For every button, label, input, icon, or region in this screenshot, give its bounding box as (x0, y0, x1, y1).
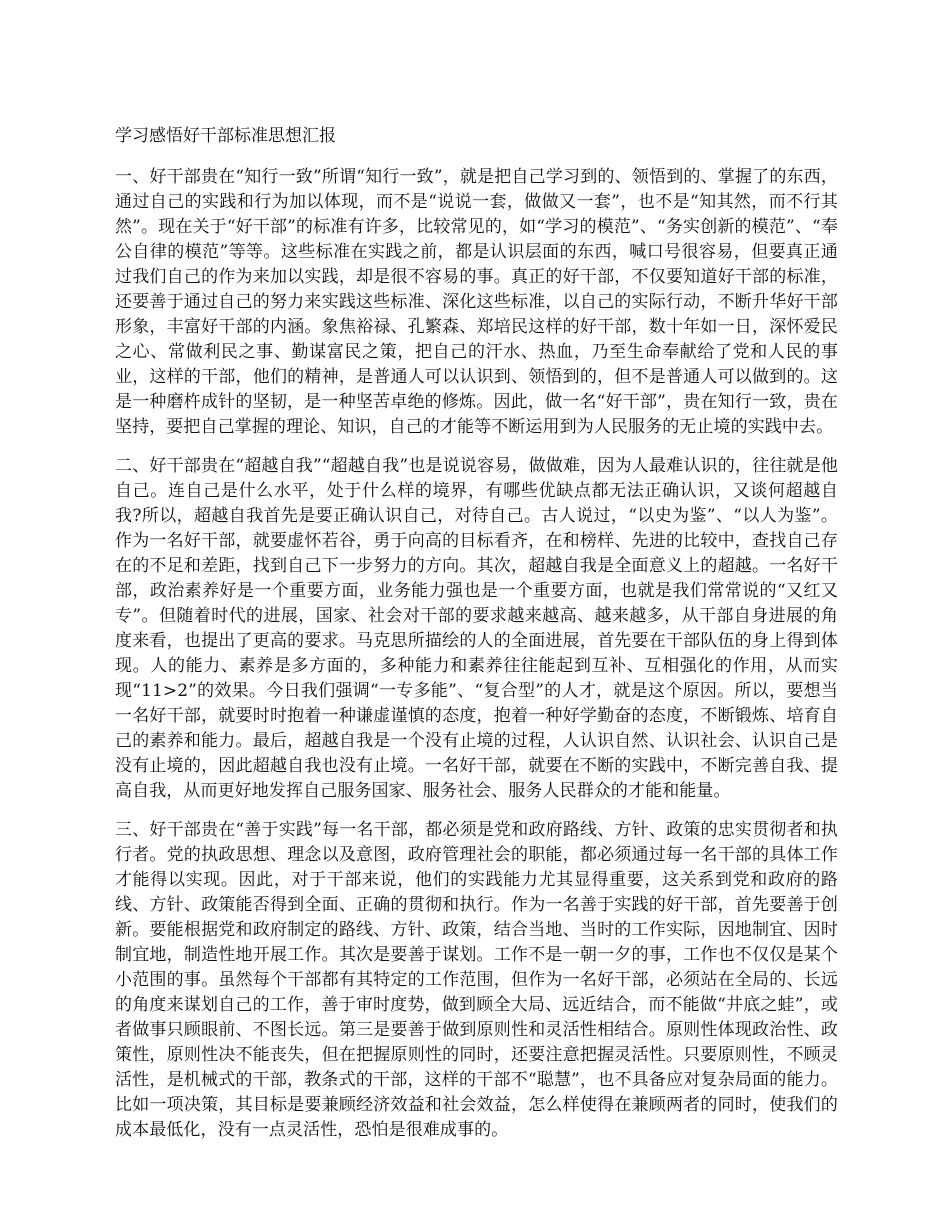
paragraph-2: 二、好干部贵在“超越自我”“超越自我”也是说说容易，做做难，因为人最难认识的，往往就是他自己。连自己是什么水平，处于什么样的境界，有哪些优缺点都无法正确认识，又谈何超越自我?所以，超越自我首先是要正确认识自己，对待自己。古人说过，“以史为鉴”、“以人为鉴”。作为一名好干部，就要虚怀若谷，勇于向高的目标看齐，在和榜样、先进的比较中，查找自己存在的不足和差距，找到自己下一步努力的方向。其次，超越自我是全面意义上的超越。一名好干部，政治素养好是一个重要方面，业务能力强也是一个重要方面，也就是我们常常说的“又红又专”。但随着时代的进展，国家、社会对干部的要求越来越高、越来越多，从干部自身进展的角度来看，也提出了更高的要求。马克思所描绘的人的全面进展，首先要在干部队伍的身上得到体现。人的能力、素养是多方面的，多种能力和素养往往能起到互补、互相强化的作用，从而实现“11>2”的效果。今日我们强调“一专多能”、“复合型”的人才，就是这个原因。所以，要想当一名好干部，就要时时抱着一种谦虚谨慎的态度，抱着一种好学勤奋的态度，不断锻炼、培育自己的素养和能力。最后，超越自我是一个没有止境的过程，人认识自然、认识社会、认识自己是没有止境的，因此超越自我也没有止境。一名好干部，就要在不断的实践中，不断完善自我、提高自我，从而更好地发挥自己服务国家、服务社会、服务人民群众的才能和能量。 (115, 456, 838, 801)
paragraph-3: 三、好干部贵在“善于实践”每一名干部，都必须是党和政府路线、方针、政策的忠实贯彻者和执行者。党的执政思想、理念以及意图，政府管理社会的职能，都必须通过每一名干部的具体工作才能得以实现。因此，对于干部来说，他们的实践能力尤其显得重要，这关系到党和政府的路线、方针、政策能否得到全面、正确的贯彻和执行。作为一名善于实践的好干部，首先要善于创新。要能根据党和政府制定的路线、方针、政策，结合当地、当时的工作实际，因地制宜、因时制宜地，制造性地开展工作。其次是要善于谋划。工作不是一朝一夕的事，工作也不仅仅是某个小范围的事。虽然每个干部都有其特定的工作范围，但作为一名好干部，必须站在全局的、长远的角度来谋划自己的工作，善于审时度势，做到顾全大局、远近结合，而不能做“井底之蛙”，或者做事只顾眼前、不图长远。第三是要善于做到原则性和灵活性相结合。原则性体现政治性、政策性，原则性决不能丧失，但在把握原则性的同时，还要注意把握灵活性。只要原则性，不顾灵活性，是机械式的干部，教条式的干部，这样的干部不“聪慧”，也不具备应对复杂局面的能力。比如一项决策，其目标是要兼顾经济效益和社会效益，怎么样使得在兼顾两者的同时，使我们的成本最低化，没有一点灵活性，恐怕是很难成事的。 (115, 820, 838, 1140)
document-title: 学习感悟好干部标准思想汇报 (115, 126, 336, 146)
document-body (115, 124, 838, 1157)
paragraph-1: 一、好干部贵在“知行一致”所谓“知行一致”，就是把自己学习到的、领悟到的、掌握了的东西，通过自己的实践和行为加以体现，而不是“说说一套，做做又一套”，也不是“知其然，而不行其然”。现在关于“好干部”的标准有许多，比较常见的，如“学习的模范”、“务实创新的模范”、“奉公自律的模范”等等。这些标准在实践之前，都是认识层面的东西，喊口号很容易，但要真正通过我们自己的作为来加以实践，却是很不容易的事。真正的好干部，不仅要知道好干部的标准，还要善于通过自己的努力来实践这些标准、深化这些标准，以自己的实际行动，不断升华好干部形象，丰富好干部的内涵。象焦裕禄、孔繁森、郑培民这样的好干部，数十年如一日，深怀爱民之心、常做利民之事、勤谋富民之策，把自己的汗水、热血，乃至生命奉献给了党和人民的事业，这样的干部，他们的精神，是普通人可以认识到、领悟到的，但不是普通人可以做到的。这是一种磨杵成针的坚韧，是一种坚苦卓绝的修炼。因此，做一名“好干部”，贵在知行一致，贵在坚持，要把自己掌握的理论、知识，自己的才能等不断运用到为人民服务的无止境的实践中去。 (115, 167, 838, 437)
